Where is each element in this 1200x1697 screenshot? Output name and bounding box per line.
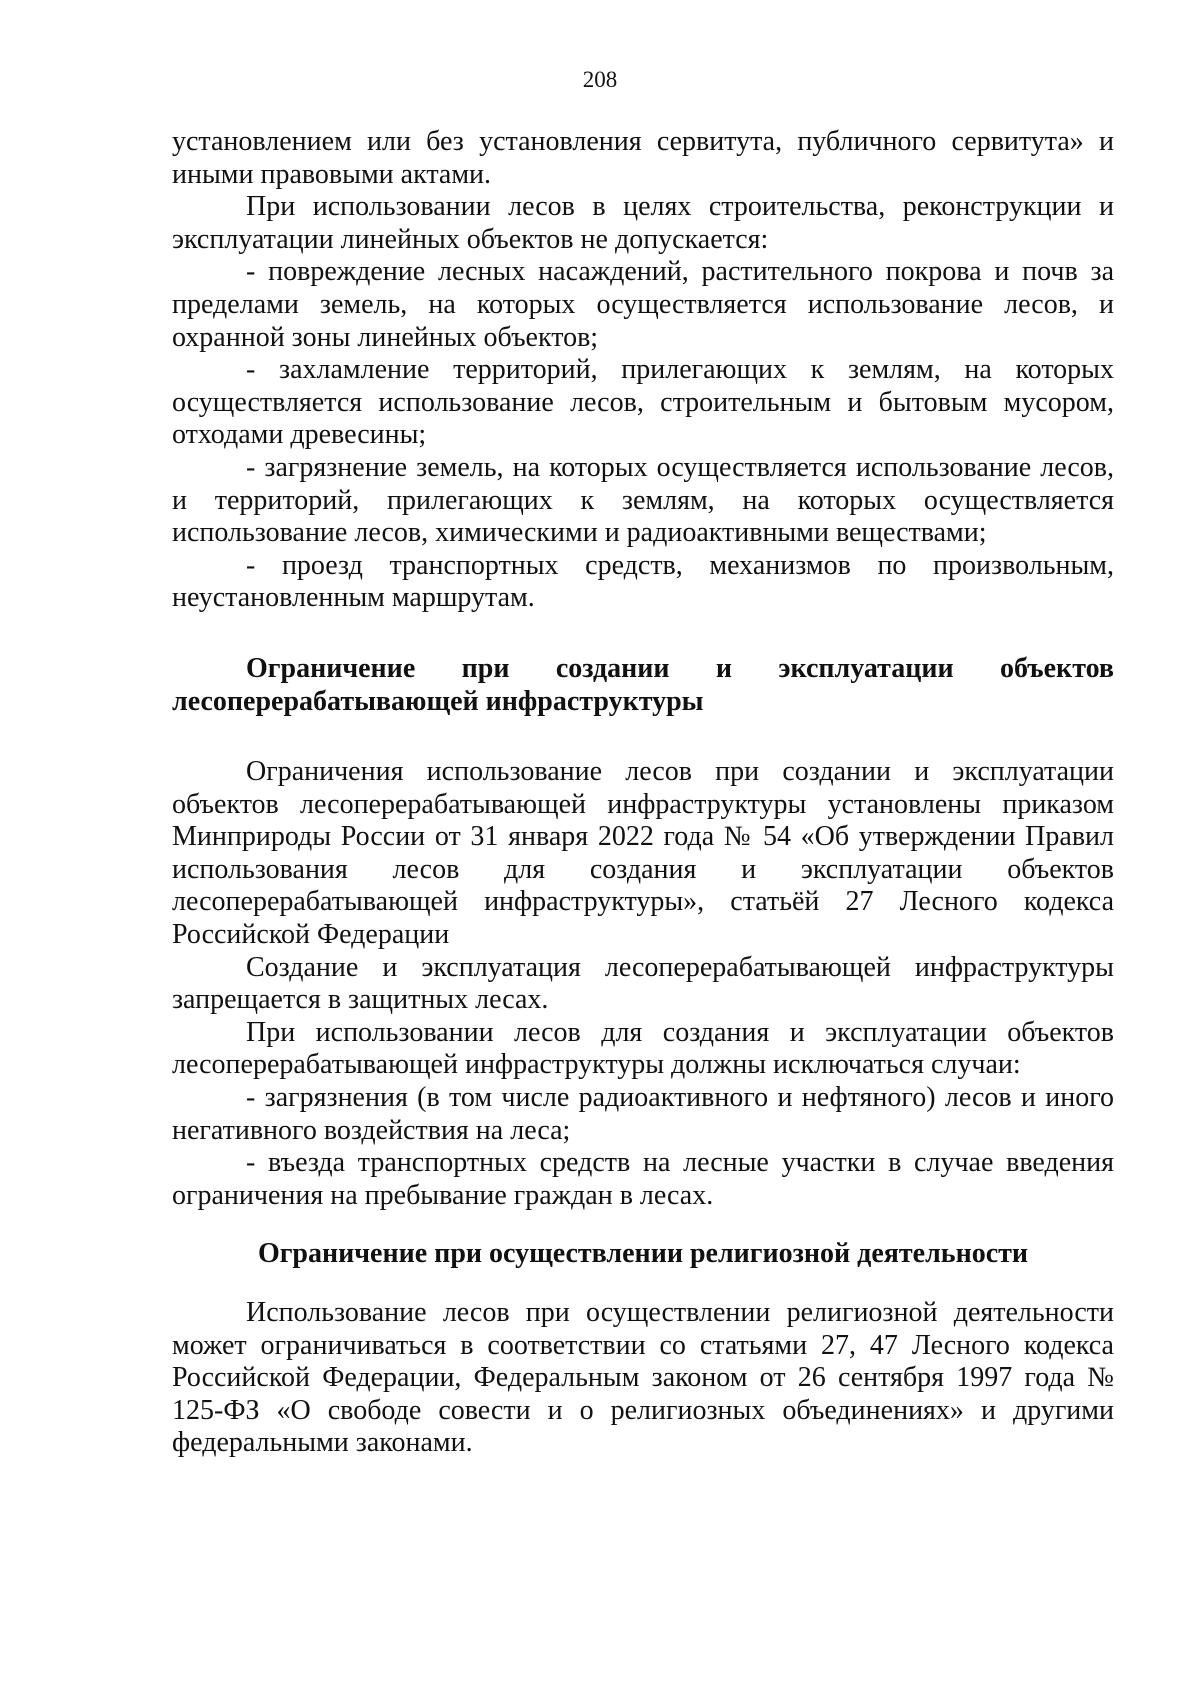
list-item: - повреждение лесных насаждений, растительного покрова и почв за пределами земель, на которых осуществляется использование лесов, и охранной зоны линейных объектов; xyxy=(172,256,1114,353)
paragraph-linear-objects-intro: При использовании лесов в целях строительства, реконструкции и эксплуатации линейных объектов не допускается: xyxy=(172,191,1114,255)
paragraph-infrastructure-legal-basis: Ограничения использование лесов при создании и эксплуатации объектов лесоперерабатывающей инфраструктуры установлены приказом Минприроды России от 31 января 2022 года № 54 «Об утверждении Правил использования лесов для создания и эксплуатации объектов лесоперерабатывающей инфраструктуры», статьёй 27 Лесного кодекса Российской Федерации xyxy=(172,756,1114,951)
list-item: - въезда транспортных средств на лесные участки в случае введения ограничения на пребывание граждан в лесах. xyxy=(172,1147,1114,1211)
list-item: - захламление территорий, прилегающих к землям, на которых осуществляется использование лесов, строительным и бытовым мусором, отходами древесины; xyxy=(172,354,1114,451)
paragraph-infrastructure-prohibition: Создание и эксплуатация лесоперерабатывающей инфраструктуры запрещается в защитных лесах. xyxy=(172,951,1114,1016)
section-heading-religious: Ограничение при осуществлении религиозной деятельности xyxy=(257,1238,1029,1270)
document-body xyxy=(172,126,1114,1460)
paragraph-religious-activity: Использование лесов при осуществлении религиозной деятельности может ограничиваться в соответствии со статьями 27, 47 Лесного кодекса Российской Федерации, Федеральным законом от 26 сентября 1997 года № 125-ФЗ «О свободе совести и о религиозных объединениях» и другими федеральными законами. xyxy=(172,1297,1114,1459)
paragraph-infrastructure-cases-intro: При использовании лесов для создания и эксплуатации объектов лесоперерабатывающей инфраструктуры должны исключаться случаи: xyxy=(172,1016,1114,1081)
page-number: 208 xyxy=(582,67,618,92)
list-item: - загрязнения (в том числе радиоактивного и нефтяного) лесов и иного негативного воздействия на леса; xyxy=(172,1082,1114,1146)
section-heading-infrastructure: Ограничение при создании и эксплуатации объектов лесоперерабатывающей инфраструктуры xyxy=(172,652,1114,717)
list-item: - загрязнение земель, на которых осуществляется использование лесов, и территорий, прилегающих к землям, на которых осуществляется использование лесов, химическими и радиоактивными веществами; xyxy=(172,451,1114,549)
paragraph-continuation: установлением или без установления сервитута, публичного сервитута» и иными правовыми актами. xyxy=(172,126,1114,190)
list-item: - проезд транспортных средств, механизмов по произвольным, неустановленным маршрутам. xyxy=(172,549,1114,614)
